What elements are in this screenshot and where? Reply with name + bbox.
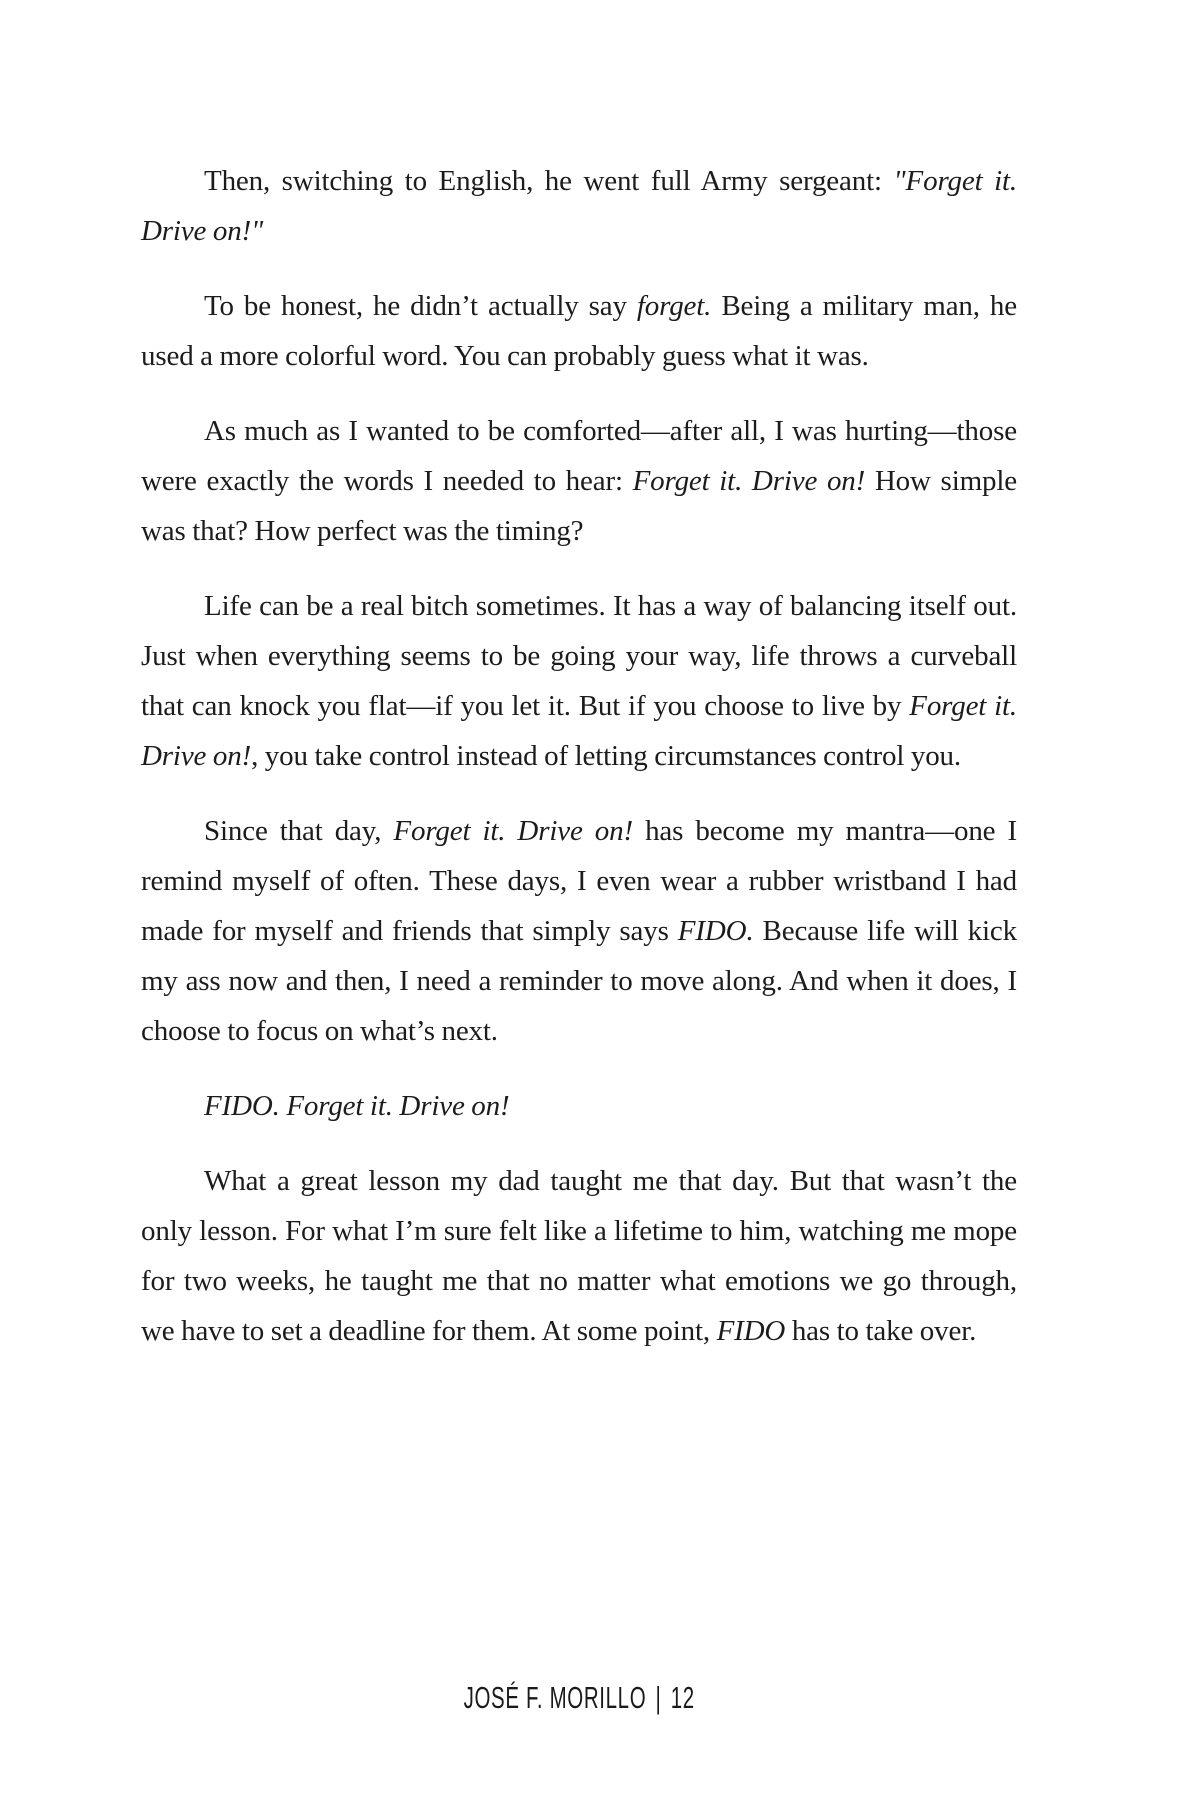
italic-phrase: Forget it. Drive on!: [632, 465, 866, 497]
italic-quote: "Forget it. Drive on!": [141, 165, 1017, 247]
page-footer: [141, 1682, 1017, 1714]
paragraph-6-mantra: [141, 1081, 1017, 1131]
page-number: 12: [670, 1680, 695, 1715]
text-segment: Being a military man, he used a more colorful word. You can probably guess what it was.: [141, 290, 1017, 372]
italic-mantra: FIDO. Forget it. Drive on!: [204, 1090, 510, 1122]
text-segment: has become my mantra—one I remind myself of often. These days, I even wear a rubber wristband I had made for myself and friends that simply says: [141, 815, 1017, 947]
italic-word: forget.: [636, 290, 712, 322]
text-segment: To be honest, he didn’t actually say: [204, 290, 637, 322]
italic-acronym: FIDO.: [677, 915, 754, 947]
italic-acronym: FIDO: [716, 1315, 786, 1347]
text-segment: Since that day,: [204, 815, 394, 847]
paragraph-1: [141, 156, 1017, 256]
paragraph-7: [141, 1156, 1017, 1356]
running-footer: [463, 1682, 694, 1714]
text-segment: , you take control instead of letting circumstances control you.: [251, 740, 961, 772]
text-segment: As much as I wanted to be comforted—after all, I was hurting—those were exactly the words I needed to hear:: [141, 415, 1017, 497]
italic-phrase: Forget it. Drive on!: [141, 690, 1017, 772]
paragraph-5: [141, 806, 1017, 1056]
body-text: [141, 156, 1017, 1381]
paragraph-2: [141, 281, 1017, 381]
author-name: JOSÉ F. MORILLO: [463, 1680, 647, 1715]
text-segment: Then, switching to English, he went full Army sergeant:: [204, 165, 894, 197]
italic-phrase: Forget it. Drive on!: [393, 815, 633, 847]
paragraph-3: [141, 406, 1017, 556]
text-segment: Because life will kick my ass now and then, I need a reminder to move along. And when it does, I choose to focus on what’s next.: [141, 915, 1017, 1047]
paragraph-4: [141, 581, 1017, 781]
text-segment: has to take over.: [785, 1315, 977, 1347]
text-segment: What a great lesson my dad taught me that day. But that wasn’t the only lesson. For what I’m sure felt like a lifetime to him, watching me mope for two weeks, he taught me that no matter what emotions we go through, we have to set a deadline for them. At some point,: [141, 1165, 1017, 1347]
text-segment: Life can be a real bitch sometimes. It has a way of balancing itself out. Just when everything seems to be going your way, life throws a curveball that can knock you flat—if you let it. But if you choose to live by: [141, 590, 1017, 722]
text-segment: How simple was that? How perfect was the timing?: [141, 465, 1017, 547]
footer-separator: |: [655, 1680, 662, 1715]
